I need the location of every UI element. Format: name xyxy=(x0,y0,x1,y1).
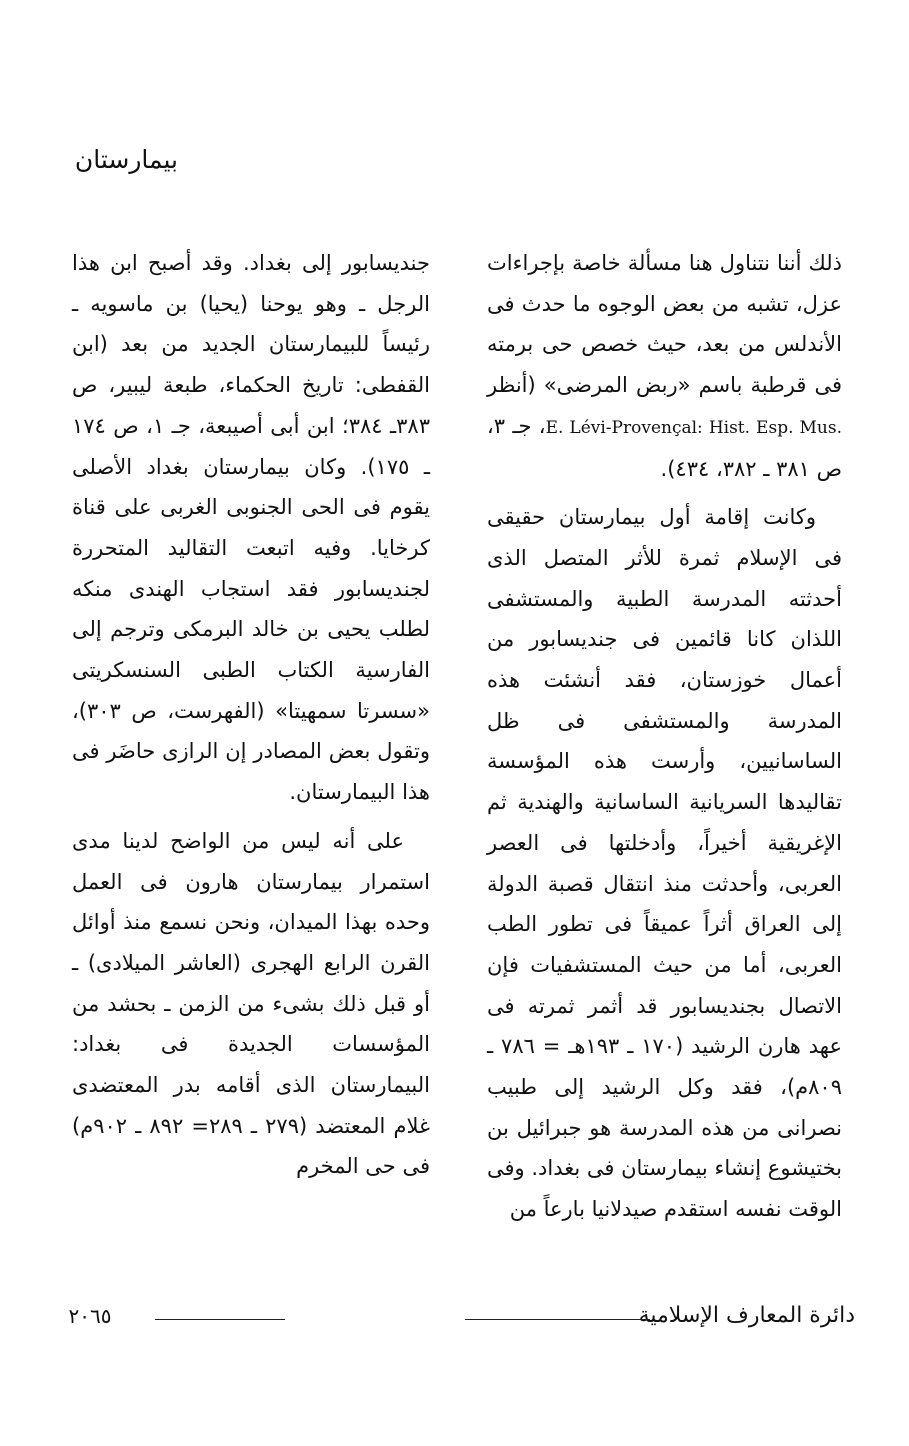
page-footer xyxy=(40,1296,855,1336)
running-head: بيمارستان xyxy=(74,145,178,174)
left-paragraph-2: على أنه ليس من الواضح لدينا مدى استمرار بيمارستان هارون فى العمل وحده بهذا الميدان، ونحن نسمع منذ أوائل القرن الرابع الهجرى (العاشر الميلادى) ـ أو قبل ذلك بشىء من الزمن ـ بحشد من المؤسسات الجديدة فى بغداد: البيمارستان الذى أقامه بدر المعتضدى غلام المعتضد (٢٧٩ ـ ٢٨٩= ٨٩٢ ـ ٩٠٢م) فى حى المخرم xyxy=(72,828,430,1179)
footer-rule xyxy=(155,1319,285,1320)
left-paragraph-1: جنديسابور إلى بغداد. وقد أصبح ابن هذا الرجل ـ وهو يوحنا (يحيا) بن ماسويه ـ رئيساً للبيمارستان الجديد من بعد (ابن القفطى: تاريخ الحكماء، طبعة ليبير، ص ٣٨٣ـ ٣٨٤؛ ابن أبى أصيبعة، جـ ١، ص ١٧٤ ـ ١٧٥). وكان بيمارستان بغداد الأصلى يقوم فى الحى الجنوبى الغربى على قناة كرخايا. وفيه اتبعت التقاليد المتحررة لجنديسابور فقد استجاب الهندى منكه لطلب يحيى بن خالد البرمكى وترجم إلى الفارسية الكتاب الطبى السنسكريتى «سسرتا سمهيتا» (الفهرست، ص ٣٠٣)، وتقول بعض المصادر إن الرازى حاضَر فى هذا البيمارستان. xyxy=(72,251,430,805)
right-paragraph-1 xyxy=(487,243,842,489)
left-column xyxy=(72,243,430,1187)
latin-citation: E. Lévi-Provençal: Hist. Esp. Mus. xyxy=(545,417,842,438)
footer-rule xyxy=(465,1319,650,1320)
footer-title: دائرة المعارف الإسلامية xyxy=(638,1303,855,1328)
right-paragraph-2: وكانت إقامة أول بيمارستان حقيقى فى الإسلام ثمرة للأثر المتصل الذى أحدثته المدرسة الطبية والمستشفى اللذان كانا قائمين فى جنديسابور من أعمال خوزستان، فقد أنشئت هذه المدرسة والمستشفى فى ظل الساسانيين، وأرست هذه المؤسسة تقاليدها السريانية الساسانية والهندية ثم الإغريقية أخيراً، وأدخلتها فى العصر العربى، وأحدثت منذ انتقال قصبة الدولة إلى العراق أثراً عميقاً فى تطور الطب العربى، أما من حيث المستشفيات فإن الاتصال بجنديسابور قد أثمر ثمرته فى عهد هارن الرشيد (١٧٠ ـ ١٩٣هـ = ٧٨٦ ـ ٨٠٩م)، فقد وكل الرشيد إلى طبيب نصرانى من هذه المدرسة هو جبرائيل بن بختيشوع إنشاء بيمارستان فى بغداد. وفى الوقت نفسه استقدم صيدلانيا بارعاً من xyxy=(487,505,842,1222)
right-column xyxy=(487,243,842,1230)
right-p1-text-b: ، جـ ٣، ص ٣٨١ ـ ٣٨٢، ٤٣٤). xyxy=(487,413,842,481)
right-p1-text-a: ذلك أننا نتناول هنا مسألة خاصة بإجراءات عزل، تشبه من بعض الوجوه ما حدث فى الأندلس من بعد، حيث خصص حى برمته فى قرطبة باسم «ربض المرضى» (أنظر xyxy=(487,251,842,398)
page-number: ٢٠٦٥ xyxy=(68,1304,112,1328)
